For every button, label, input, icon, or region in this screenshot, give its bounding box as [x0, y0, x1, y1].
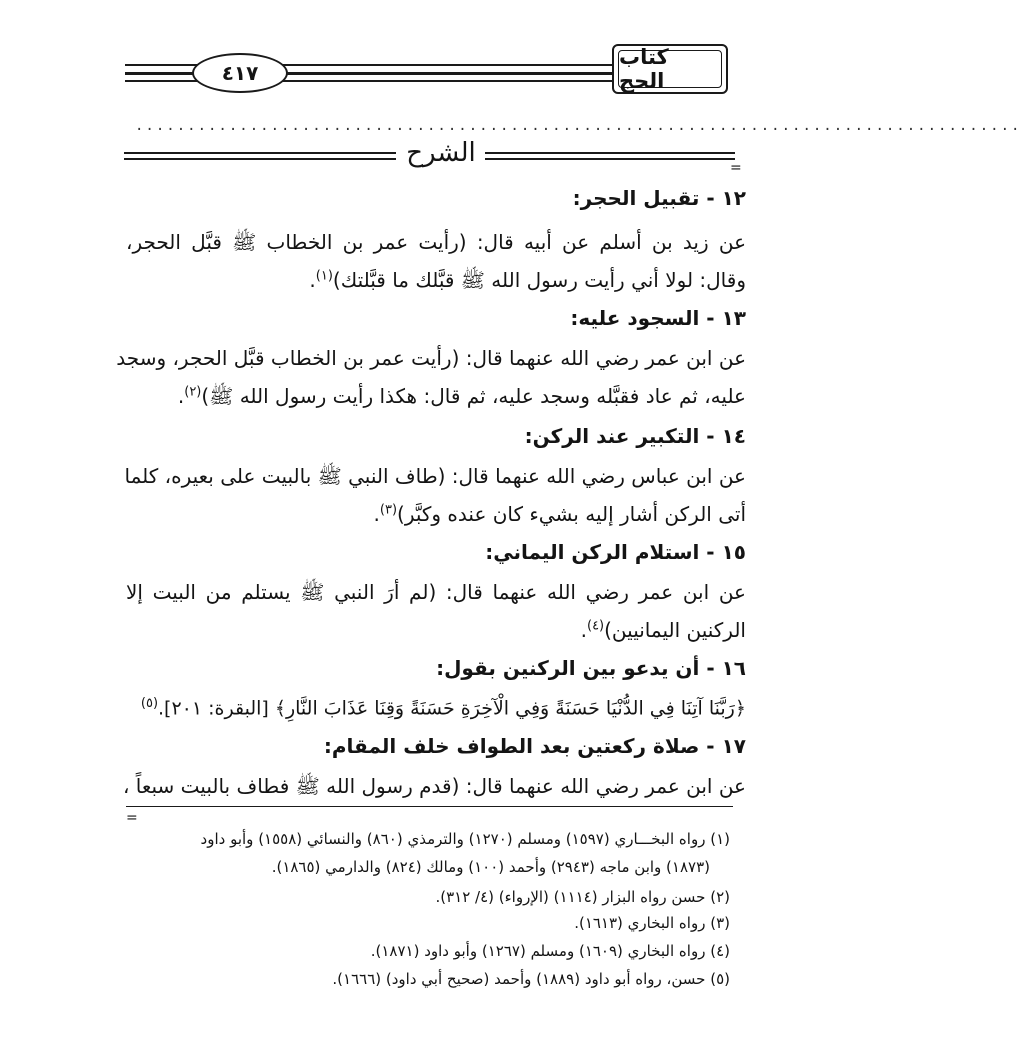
continuation-mark: = [730, 160, 742, 176]
footnote-ref: (٢) [184, 384, 202, 400]
item-heading: ١٣ - السجود عليه: [570, 306, 746, 330]
item-text-line: عن ابن عمر رضي الله عنهما قال: (لم أرَ النبي ﷺ يستلم من البيت إلا [126, 580, 746, 604]
item-heading: ١٤ - التكبير عند الركن: [524, 424, 746, 448]
footnote: (٥) حسن، رواه أبو داود (١٨٨٩) وأحمد (صحيح أبي داود) (١٦٦٦). [332, 970, 730, 988]
item-heading: ١٢ - تقبيل الحجر: [572, 186, 746, 210]
section-rule-right-1 [485, 152, 735, 154]
item-text-line: الركنين اليمانيين)$^{(٤)}$. [580, 618, 746, 642]
item-text-line: عن ابن عباس رضي الله عنهما قال: (طاف النبي ﷺ بالبيت على بعيره، كلما [124, 464, 746, 488]
footnote-ref: (٤) [586, 618, 605, 634]
footnote-ref: (١) [315, 268, 333, 284]
section-rule-left-2 [124, 158, 396, 160]
footnote: (١٨٧٣) وابن ماجه (٢٩٤٣) وأحمد (١٠٠) ومالك (٨٢٤) والدارمي (١٨٦٥). [271, 858, 710, 876]
footnote: (١) رواه البخـــاري (١٥٩٧) ومسلم (١٢٧٠) والترمذي (٨٦٠) والنسائي (١٥٥٨) وأبو داود [200, 830, 730, 848]
section-rule-left-1 [124, 152, 396, 154]
footnote-continuation-mark: = [126, 810, 138, 826]
item-heading: ١٦ - أن يدعو بين الركنين بقول: [436, 656, 746, 680]
page-number: ٤١٧ [192, 53, 288, 93]
item-text-line: عليه، ثم عاد فقبَّله وسجد عليه، ثم قال: هكذا رأيت رسول الله ﷺ)$^{(٢)}$. [177, 384, 746, 408]
item-heading: ١٥ - استلام الركن اليماني: [485, 540, 746, 564]
dotted-separator: ..................................................................................... [135, 118, 1021, 134]
book-title: كتاب الحج [618, 50, 722, 88]
item-text-line: عن زيد بن أسلم عن أبيه قال: (رأيت عمر بن الخطاب ﷺ قبَّل الحجر، [126, 230, 746, 254]
footnote: (٢) حسن رواه البزار (١١١٤) (الإرواء) (٤/ ٣١٢). [435, 888, 730, 906]
item-text-line: وقال: لولا أني رأيت رسول الله ﷺ قبَّلك ما قبَّلتك)$^{(١)}$. [309, 268, 746, 292]
quran-verse: ﴿رَبَّنَا آتِنَا فِي الدُّنْيَا حَسَنَةً وَفِي الْآخِرَةِ حَسَنَةً وَقِنَا عَذَابَ النَّارِ﴾ [البقرة: ٢٠١].$^{(٥)}$ [140, 696, 746, 720]
footnote: (٣) رواه البخاري (١٦١٣). [574, 914, 730, 932]
footnote-ref: (٣) [379, 502, 398, 518]
footnote-separator [126, 806, 733, 807]
section-rule-right-2 [485, 158, 735, 160]
section-title: الشرح [406, 138, 476, 168]
item-text-line: أتى الركن أشار إليه بشيء كان عنده وكبَّر)$^{(٣)}$. [373, 502, 746, 526]
footnote: (٤) رواه البخاري (١٦٠٩) ومسلم (١٢٦٧) وأبو داود (١٨٧١). [370, 942, 730, 960]
item-heading: ١٧ - صلاة ركعتين بعد الطواف خلف المقام: [323, 734, 746, 758]
footnote-ref: (٥) [140, 696, 159, 711]
item-text-line: عن ابن عمر رضي الله عنهما قال: (قدم رسول الله ﷺ فطاف بالبيت سبعاً ، [122, 774, 746, 798]
item-text-line: عن ابن عمر رضي الله عنهما قال: (رأيت عمر بن الخطاب قبَّل الحجر، وسجد [116, 346, 746, 370]
